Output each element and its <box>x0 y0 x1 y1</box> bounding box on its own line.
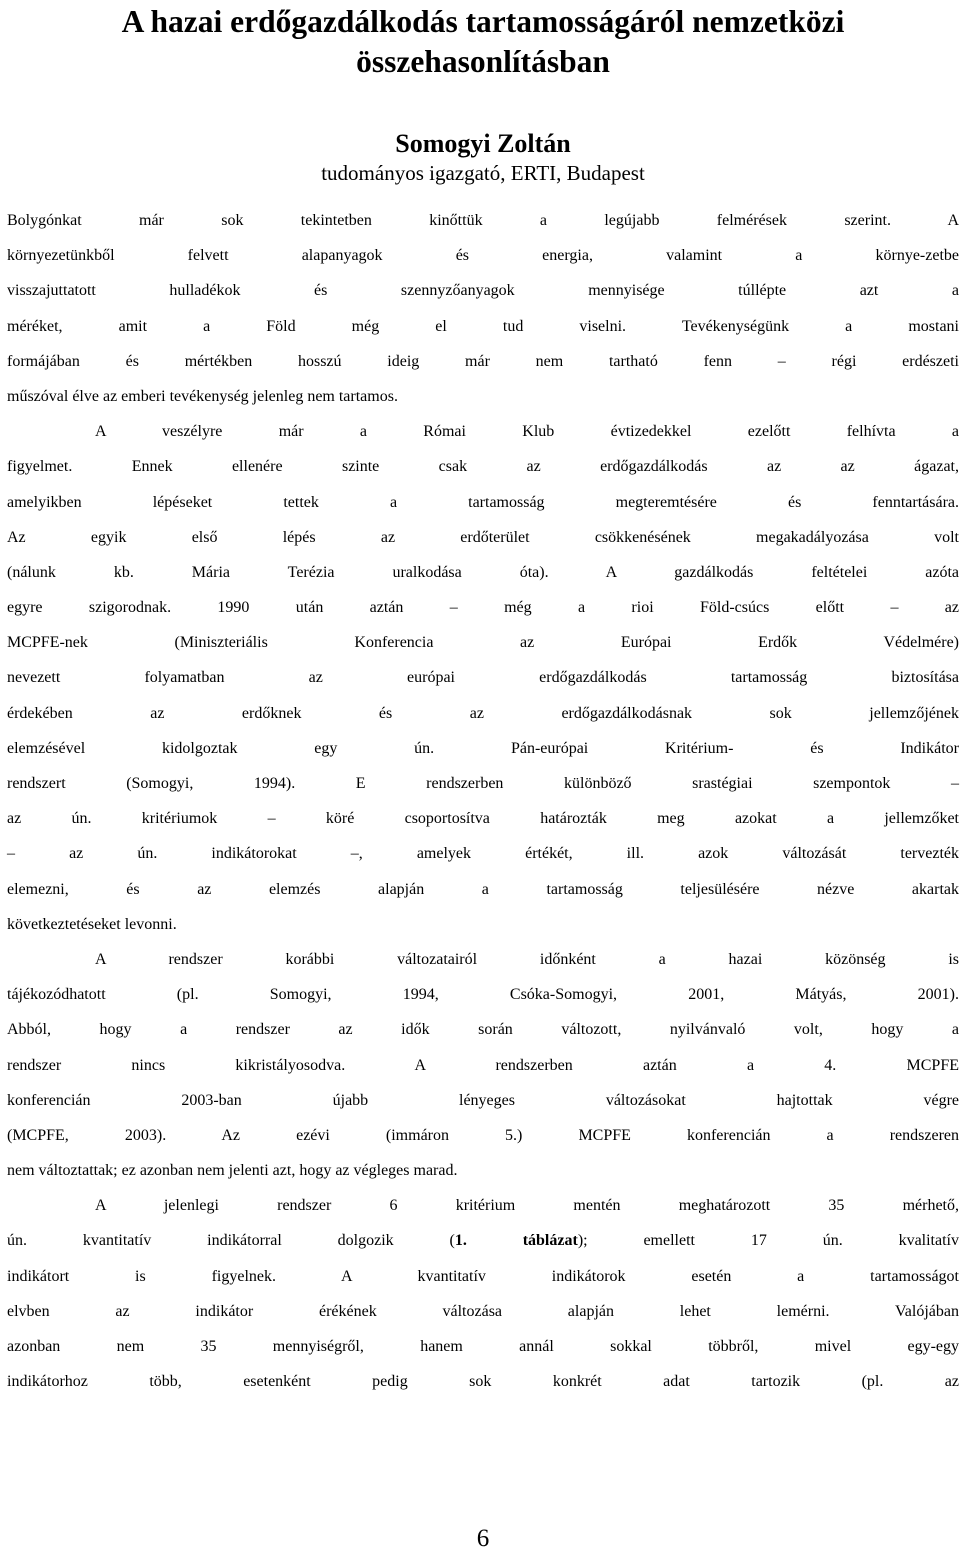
text-line: visszajuttatott hulladékok és szennyzőanyagok mennyisége túllépte azt a <box>7 282 959 300</box>
document-page <box>7 0 959 1552</box>
text-line: konferencián 2003-ban újabb lényeges változásokat hajtottak végre <box>7 1091 959 1109</box>
text-line: – az ún. indikátorokat –, amelyek értékét, ill. azok változását tervezték <box>7 845 959 863</box>
text-line: méréket, amit a Föld még el tud viselni. Tevékenységünk a mostani <box>7 317 959 335</box>
text-segment: ); emellett 17 ún. kvalitatív <box>577 1232 959 1250</box>
text-line: nem változtattak; ez azonban nem jelenti azt, hogy az végleges marad. <box>7 1162 458 1180</box>
author-name: Somogyi Zoltán <box>395 129 571 158</box>
paragraph-3 <box>7 951 959 1197</box>
document-title <box>7 0 959 82</box>
text-line: A jelenlegi rendszer 6 kritérium mentén meghatározott 35 mérhető, <box>95 1197 959 1215</box>
article-body <box>7 212 959 1408</box>
text-line: elvben az indikátor érékének változása alapján lehet lemérni. Valójában <box>7 1302 959 1320</box>
text-line: indikátorhoz több, esetenként pedig sok konkrét adat tartozik (pl. az <box>7 1373 959 1391</box>
text-line: formájában és mértékben hosszú ideig már nem tartható fenn – régi erdészeti <box>7 352 959 370</box>
text-line: indikátort is figyelnek. A kvantitatív indikátorok esetén a tartamosságot <box>7 1267 959 1285</box>
text-line: figyelmet. Ennek ellenére szinte csak az erdőgazdálkodás az az ágazat, <box>7 458 959 476</box>
text-line: azonban nem 35 mennyiségről, hanem annál sokkal többről, mivel egy-egy <box>7 1338 959 1355</box>
title-line-2: összehasonlításban <box>356 44 610 79</box>
paragraph-4 <box>7 1197 959 1408</box>
text-line: Bolygónkat már sok tekintetben kinőttük a legújabb felmérések szerint. A <box>7 212 959 229</box>
text-line: rendszer nincs kikristályosodva. A rendszerben aztán a 4. MCPFE <box>7 1056 959 1074</box>
paragraph-2 <box>7 423 959 951</box>
table-reference-link: 1. táblázat <box>454 1232 578 1250</box>
text-line: nevezett folyamatban az európai erdőgazdálkodás tartamosság biztosítása <box>7 669 959 687</box>
text-line: egyre szigorodnak. 1990 után aztán – még a rioi Föld-csúcs előtt – az <box>7 599 959 617</box>
text-line: MCPFE-nek (Miniszteriális Konferencia az Európai Erdők Védelmére) <box>7 634 959 652</box>
page-number: 6 <box>476 1525 490 1552</box>
text-line: elemzésével kidolgoztak egy ún. Pán-európai Kritérium- és Indikátor <box>7 739 959 757</box>
text-line: tájékozódhatott (pl. Somogyi, 1994, Csóka-Somogyi, 2001, Mátyás, 2001). <box>7 986 959 1004</box>
text-line: műszóval élve az emberi tevékenység jelenleg nem tartamos. <box>7 387 398 405</box>
text-line: (nálunk kb. Mária Terézia uralkodása óta). A gazdálkodás feltételei azóta <box>7 563 959 581</box>
text-line: Abból, hogy a rendszer az idők során változott, nyilvánvaló volt, hogy a <box>7 1021 959 1039</box>
text-line: A veszélyre már a Római Klub évtizedekkel ezelőtt felhívta a <box>95 423 959 441</box>
text-line: (MCPFE, 2003). Az ezévi (immáron 5.) MCPFE konferencián a rendszeren <box>7 1126 959 1144</box>
text-line: következtetéseket levonni. <box>7 915 177 933</box>
text-line: A rendszer korábbi változatairól időnként a hazai közönség is <box>95 950 959 968</box>
text-line: rendszert (Somogyi, 1994). E rendszerben különböző srastégiai szempontok – <box>7 775 959 792</box>
text-line: elemezni, és az elemzés alapján a tartamosság teljesülésére nézve akartak <box>7 880 959 898</box>
text-line: amelyikben lépéseket tettek a tartamosság megteremtésére és fenntartására. <box>7 493 959 511</box>
paragraph-1 <box>7 212 959 423</box>
author-affiliation: tudományos igazgató, ERTI, Budapest <box>321 161 645 185</box>
text-line: környezetünkből felvett alapanyagok és energia, valamint a környe-zetbe <box>7 247 959 265</box>
text-segment: ún. kvantitatív indikátorral dolgozik ( <box>7 1232 455 1250</box>
text-line: az ún. kritériumok – köré csoportosítva határozták meg azokat a jellemzőket <box>7 810 959 828</box>
text-line: érdekében az erdőknek és az erdőgazdálkodásnak sok jellemzőjének <box>7 704 959 722</box>
text-line-with-table-reference <box>7 1232 959 1267</box>
text-line: Az egyik első lépés az erdőterület csökkenésének megakadályozása volt <box>7 528 959 546</box>
title-line-1: A hazai erdőgazdálkodás tartamosságáról nemzetközi <box>121 4 845 39</box>
